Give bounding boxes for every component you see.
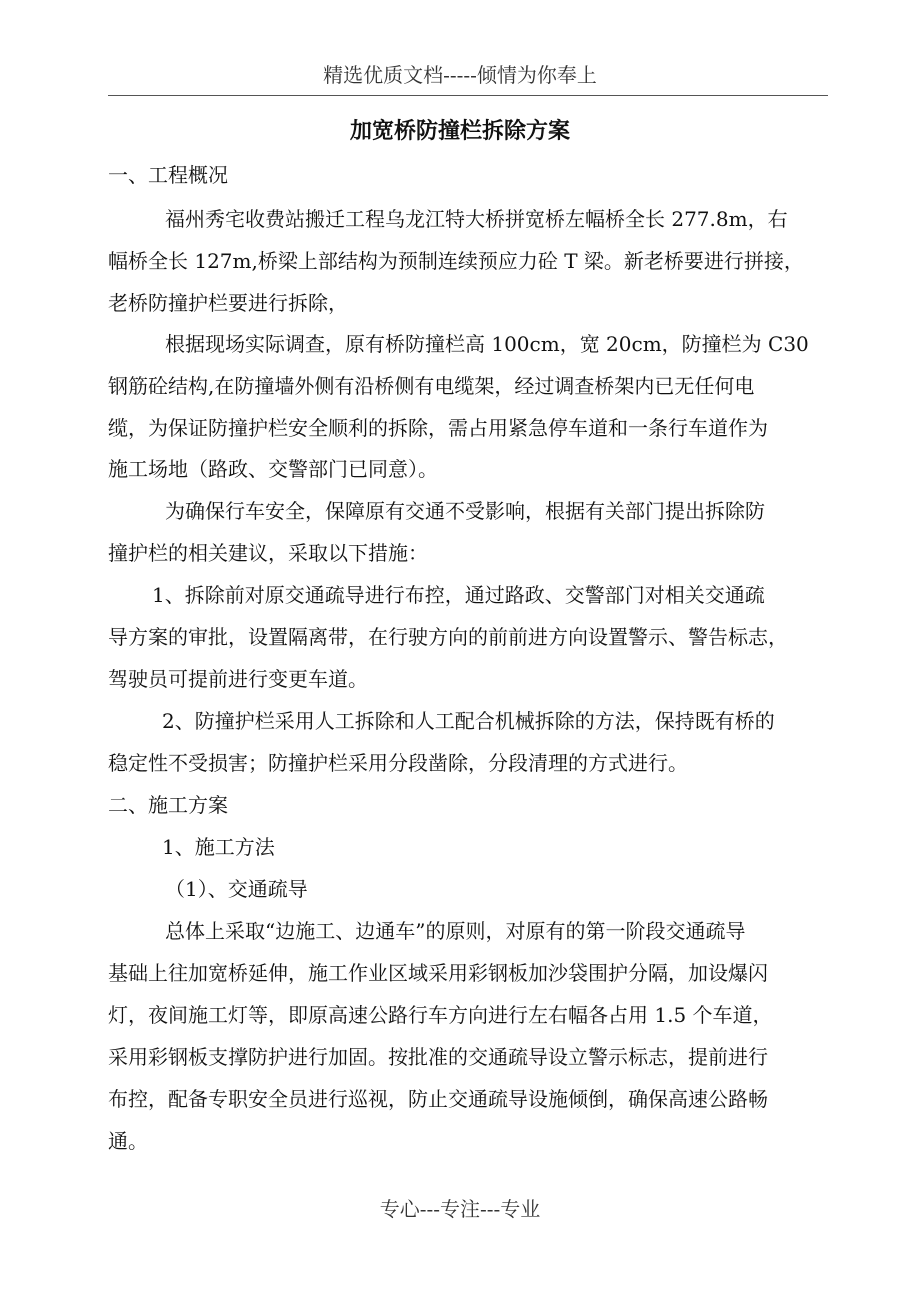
text-line: 基础上往加宽桥延伸，施工作业区域采用彩钢板加沙袋围护分隔，加设爆闪 [108, 961, 768, 985]
text-line: 缆，为保证防撞护栏安全顺利的拆除，需占用紧急停车道和一条行车道作为 [108, 416, 768, 440]
text-line: 老桥防撞护栏要进行拆除， [108, 291, 348, 315]
text-line: 总体上采取“边施工、边通车”的原则，对原有的第一阶段交通疏导 [165, 919, 746, 943]
text-line: 导方案的审批，设置隔离带，在行驶方向的前前进方向设置警示、警告标志， [108, 625, 788, 649]
text-line: 福州秀宅收费站搬迁工程乌龙江特大桥拼宽桥左幅桥全长 277.8m，右 [165, 207, 788, 231]
text-line: 布控，配备专职安全员进行巡视，防止交通疏导设施倾倒，确保高速公路畅 [108, 1087, 768, 1111]
document-title: 加宽桥防撞栏拆除方案 [349, 118, 570, 144]
subheading-traffic-diversion: （1）、交通疏导 [165, 877, 308, 901]
subheading-construction-method: 1、施工方法 [162, 835, 275, 859]
text-line: 驾驶员可提前进行变更车道。 [108, 667, 368, 691]
header-divider [108, 95, 828, 96]
text-line: 为确保行车安全，保障原有交通不受影响，根据有关部门提出拆除防 [165, 499, 765, 523]
text-line: 根据现场实际调查，原有桥防撞栏高 100cm，宽 20cm，防撞栏为 C30 [165, 332, 809, 356]
text-line: 通。 [108, 1129, 148, 1153]
section-heading-construction-plan: 二、施工方案 [108, 793, 228, 817]
text-line: 施工场地（路政、交警部门已同意）。 [108, 457, 438, 481]
text-line: 稳定性不受损害；防撞护栏采用分段凿除，分段清理的方式进行。 [108, 751, 688, 775]
text-line: 采用彩钢板支撑防护进行加固。按批准的交通疏导设立警示标志，提前进行 [108, 1045, 768, 1069]
text-line: 幅桥全长 127m,桥梁上部结构为预制连续预应力砼 T 梁。新老桥要进行拼接， [108, 249, 804, 273]
text-line: 钢筋砼结构,在防撞墙外侧有沿桥侧有电缆架，经过调查桥架内已无任何电 [108, 374, 755, 398]
section-heading-overview: 一、工程概况 [108, 163, 228, 187]
page-header: 精选优质文档-----倾情为你奉上 [323, 63, 597, 87]
text-line: 2、防撞护栏采用人工拆除和人工配合机械拆除的方法，保持既有桥的 [162, 709, 775, 733]
text-line: 1、拆除前对原交通疏导进行布控，通过路政、交警部门对相关交通疏 [152, 583, 765, 607]
page-footer: 专心---专注---专业 [379, 1197, 541, 1221]
text-line: 撞护栏的相关建议，采取以下措施： [108, 541, 428, 565]
text-line: 灯，夜间施工灯等，即原高速公路行车方向进行左右幅各占用 1.5 个车道， [108, 1003, 773, 1027]
